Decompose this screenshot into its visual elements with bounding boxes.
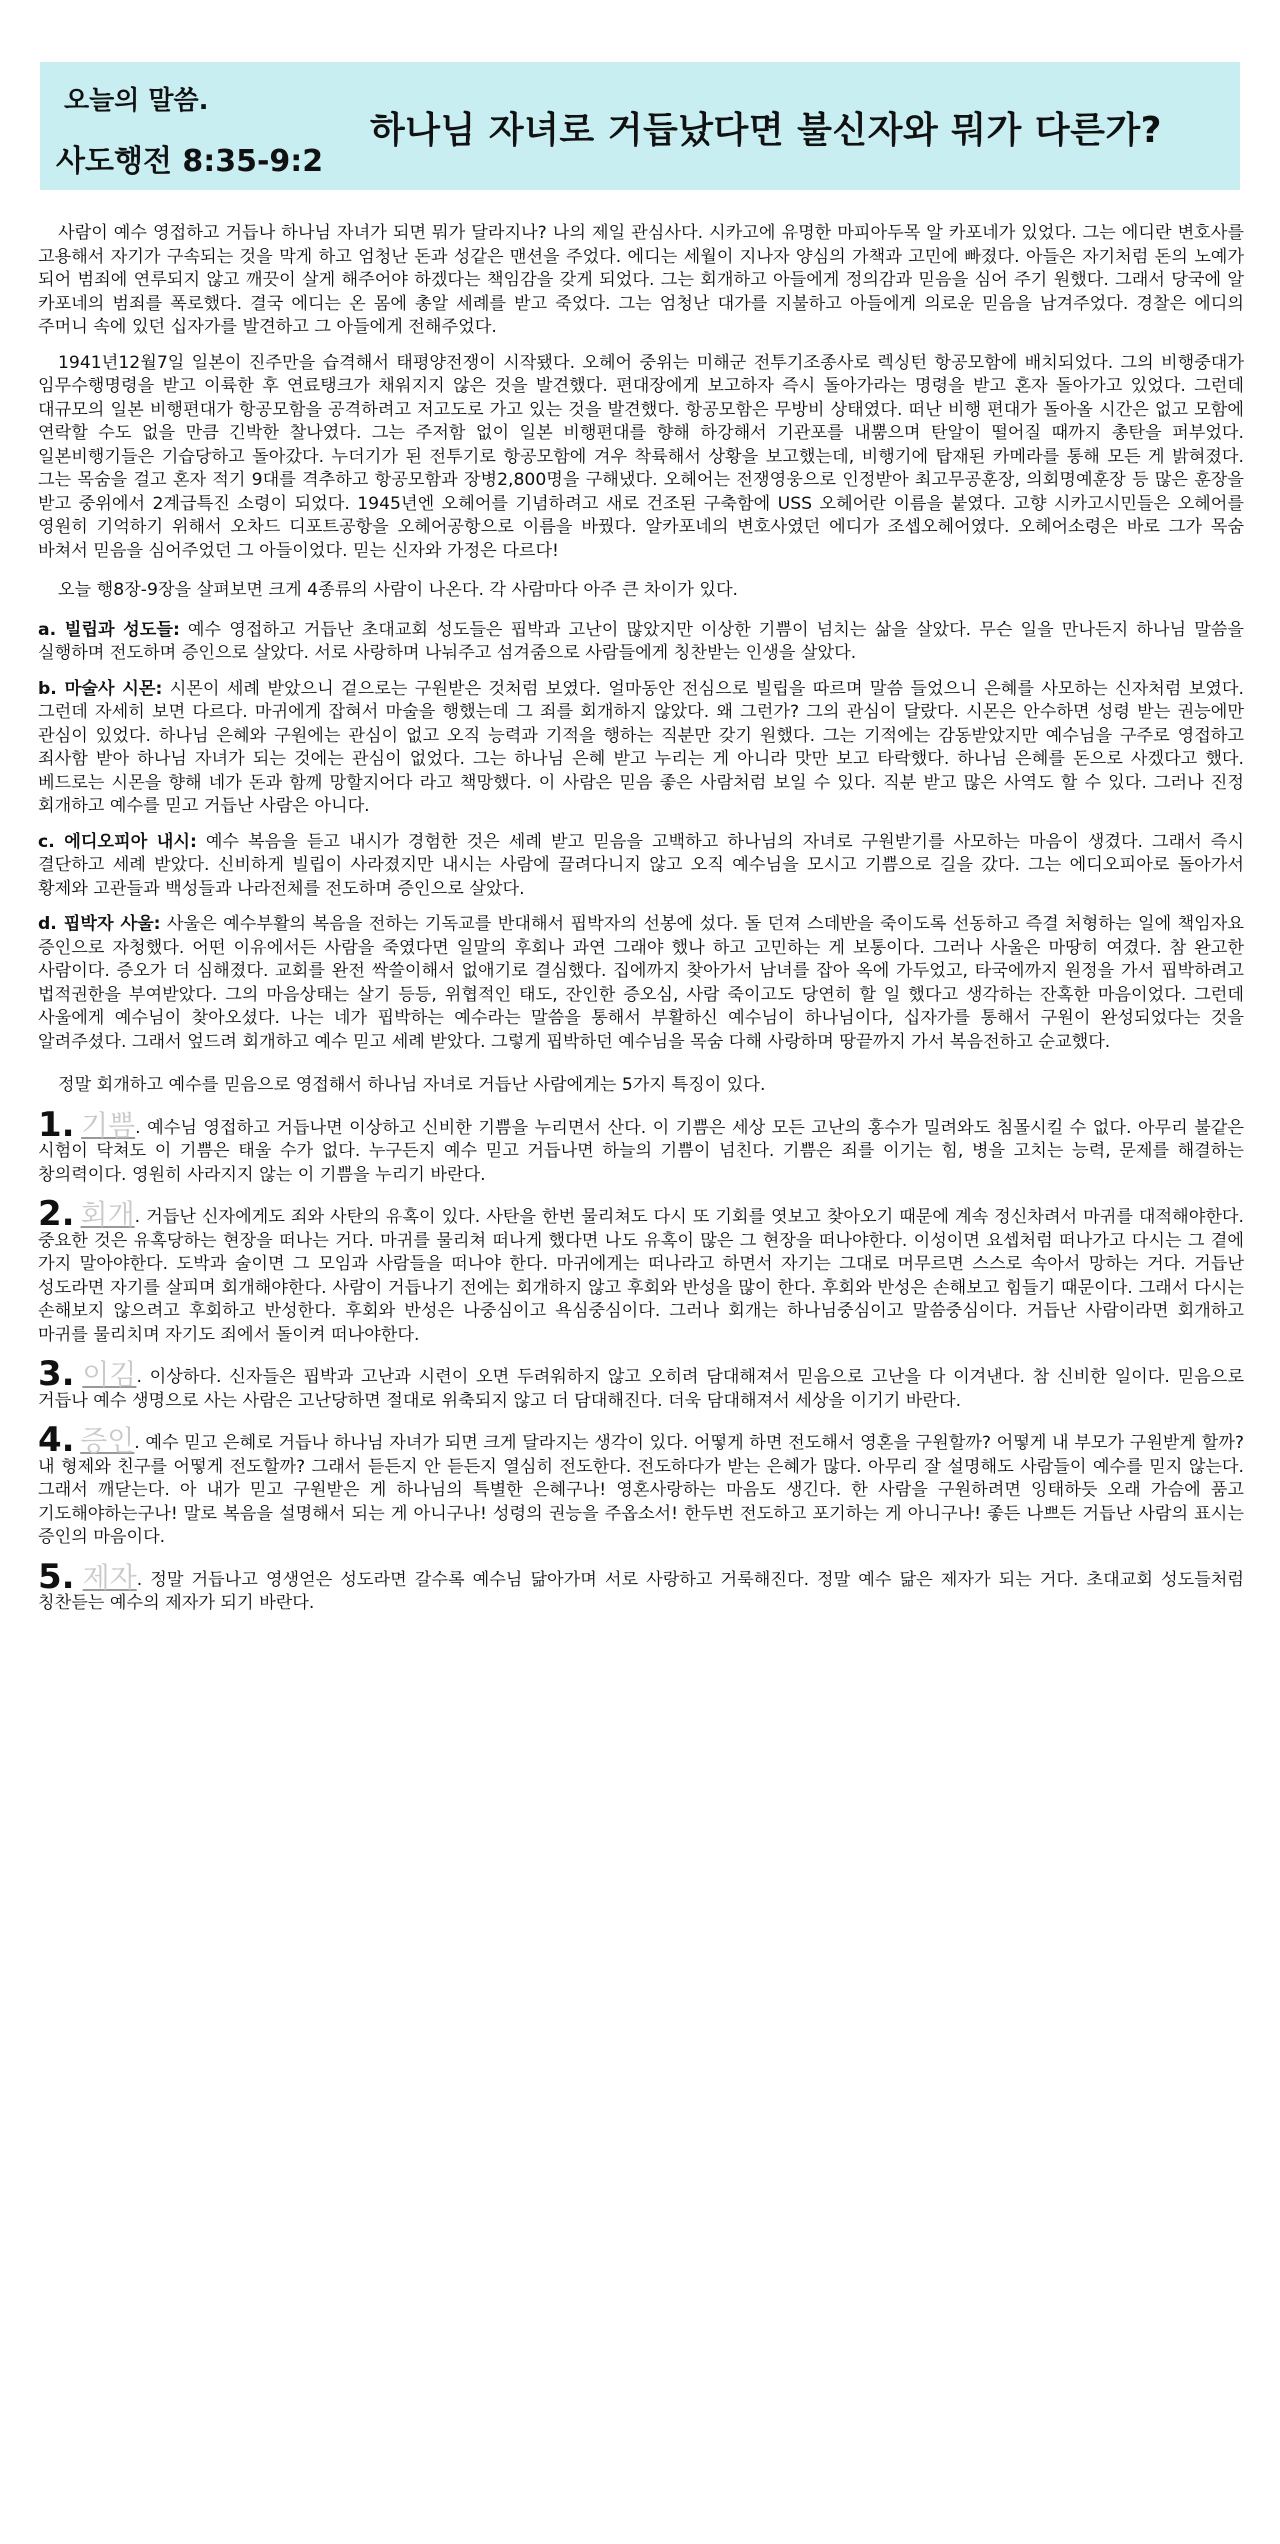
trait-text: . 거듭난 신자에게도 죄와 사탄의 유혹이 있다. 사탄을 한번 물리쳐도 다시 또 기회를 엿보고 찾아오기 때문에 계속 정신차려서 마귀를 대적해야한다. 중요한 것은 유혹당하는 현장을 떠나는 거다. 마귀를 물리쳐 떠나게 했다면 나도 유혹이 많은 그 현장을 떠나야한다. 이성이면 요셉처럼 떠나가고 다시는 그 곁에 가지 말아야한다. 도박과 술이면 그 모임과 사람들을 떠나야 한다. 마귀에게는 떠나라고 하면서 자기는 그대로 머무르면 스스로 속아서 망하는 거다. 거듭난 성도라면 자기를 살피며 회개해야한다. 사람이 거듭나기 전에는 회개하지 않고 후회와 반성을 많이 한다. 후회와 반성은 손해보고 힘들기 때문이다. 그래서 다시는 손해보지 않으려고 후회하고 반성한다. 후회와 반성은 나중심이고 욕심중심이다. 그러나 회개는 하나님중심이고 말씀중심이다. 거듭난 사람이라면 회개하고 마귀를 물리치며 자기도 죄에서 돌이켜 떠나야한다. <box>38 1207 1244 1345</box>
trait-3 <box>38 1354 1245 1413</box>
person-label: b. 마술사 시몬: <box>38 678 163 699</box>
trait-keyword: 이김 <box>82 1358 137 1391</box>
person-text: 예수 영접하고 거듭난 초대교회 성도들은 핍박과 고난이 많았지만 이상한 기쁨이 넘치는 삶을 살았다. 무슨 일을 만나든지 하나님 말씀을 실행하며 전도하며 증인으로 살았다. 서로 사랑하며 나눠주고 섬겨줌으로 사람들에게 칭찬받는 인생을 살았다. <box>38 619 1245 663</box>
trait-number: 3. <box>38 1354 75 1394</box>
trait-text: . 예수 믿고 은혜로 거듭나 하나님 자녀가 되면 크게 달라지는 생각이 있다. 어떻게 하면 전도해서 영혼을 구원할까? 어떻게 내 부모가 구원받게 할까? 내 형제와 친구를 어떻게 전도할까? 그래서 듣든지 안 듣든지 열심히 전도한다. 전도하다가 받는 은혜가 많다. 아무리 잘 설명해도 사람들이 예수를 믿지 않는다. 그래서 깨닫는다. 아 내가 믿고 구원받은 게 하나님의 특별한 은혜구나! 영혼사랑하는 마음도 생긴다. 한 사람을 구원하려면 잉태하듯 오래 가슴에 품고 기도해야하는구나! 말로 복음을 설명해서 되는 게 아니구나! 성령의 권능을 주옵소서! 한두번 전도하고 포기하는 게 아니구나! 좋든 나쁘든 거듭난 사람의 표시는 증인의 마음이다. <box>38 1433 1245 1547</box>
trait-keyword: 증인 <box>80 1424 135 1457</box>
person-text: 시몬이 세례 받았으니 겉으로는 구원받은 것처럼 보였다. 얼마동안 전심으로 빌립을 따르며 말씀 들었으니 은혜를 사모하는 신자처럼 보였다. 그런데 자세히 보면 다르다. 마귀에게 잡혀서 마술을 행했는데 그 죄를 회개하지 않았다. 왜 그런가? 그의 관심이 달랐다. 시몬은 안수하면 성령 받는 권능에만 관심이 있었다. 하나님 은혜와 구원에는 관심이 없고 오직 능력과 기적을 행하는 직분만 갖기 원했다. 그는 기적에는 감동받았지만 예수님을 구주로 영접하고 죄사함 받아 하나님 자녀가 되는 것에는 관심이 없었다. 그는 하나님 은혜 받고 누리는 게 아니라 맛만 보고 타락했다. 하나님 은혜를 돈으로 사겠다고 했다. 베드로는 시몬을 향해 네가 돈과 함께 망할지어다 라고 책망했다. 이 사람은 믿음 좋은 사람처럼 보일 수 있다. 직분 받고 많은 사역도 할 수 있다. 그러나 진정 회개하고 예수를 믿고 거듭난 사람은 아니다. <box>38 678 1244 816</box>
trait-1 <box>38 1104 1244 1188</box>
today-word-label: 오늘의 말씀. <box>64 86 209 116</box>
intro-paragraph-3: 오늘 행8장-9장을 살펴보면 크게 4종류의 사람이 나온다. 각 사람마다 아주 큰 차이가 있다. <box>58 580 739 600</box>
trait-keyword: 제자 <box>82 1560 137 1594</box>
trait-number: 4. <box>38 1420 75 1460</box>
trait-keyword: 기쁨 <box>81 1108 136 1142</box>
trait-number: 5. <box>38 1556 75 1597</box>
header-banner <box>40 62 1240 190</box>
person-label: a. 빌립과 성도들: <box>38 619 180 640</box>
person-label: d. 핍박자 사울: <box>38 914 161 934</box>
person-section-d <box>38 913 1244 1054</box>
person-text: 예수 복음을 듣고 내시가 경험한 것은 세례 받고 믿음을 고백하고 하나님의 자녀로 구원받기를 사모하는 마음이 생겼다. 그래서 즉시 결단하고 세례 받았다. 신비하게 빌립이 사라졌지만 내시는 사람에 끌려다니지 않고 오직 예수님을 모시고 기쁨으로 길을 갔다. 그는 에디오피아로 돌아가서 황제와 고관들과 백성들과 나라전체를 전도하며 증인으로 살았다. <box>38 831 1244 899</box>
sermon-body <box>38 222 1244 1616</box>
trait-4 <box>38 1420 1245 1550</box>
intro-paragraph-2: 1941년12월7일 일본이 진주만을 습격해서 태평양전쟁이 시작됐다. 오헤어 중위는 미해군 전투기조종사로 렉싱턴 항공모함에 배치되었다. 그의 비행중대가 임무수행명령을 받고 이륙한 후 연료탱크가 채워지지 않은 것을 발견했다. 편대장에게 보고하자 즉시 돌아가라는 명령을 받고 혼자 돌아가고 있었다. 그런데 대규모의 일본 비행편대가 항공모함을 공격하려고 저고도로 가고 있는 것을 발견했다. 항공모함은 무방비 상태였다. 떠난 비행 편대가 돌아올 시간은 없고 모함에 연락할 수도 없을 만큼 긴박한 찰나였다. 그는 주저함 없이 일본 비행편대를 향해 하강해서 기관포를 내뿜으며 탄알이 떨어질 때까지 총탄을 퍼부었다. 일본비행기들은 기습당하고 돌아갔다. 누더기가 된 전투기로 항공모함에 겨우 착륙해서 상황을 보고했는데, 비행기에 탑재된 카메라를 통해 모든 게 밝혀졌다. 그는 목숨을 걸고 혼자 적기 9대를 격추하고 항공모함과 장병2,800명을 구해냈다. 오헤어는 전쟁영웅으로 인정받아 최고무공훈장, 의회명예훈장 등 많은 훈장을 받고 중위에서 2계급특진 소령이 되었다. 1945년엔 오헤어를 기념하려고 새로 건조된 구축함에 USS 오헤어란 이름을 붙였다. 고향 시카고시민들은 오헤어를 영원히 기억하기 위해서 오차드 디포트공항을 오헤어공항으로 이름을 바꿨다. 알카포네의 변호사였던 에디가 조셉오헤어였다. 오헤어소령은 바로 그가 목숨 바쳐서 믿음을 심어주었던 그 아들이었다. 믿는 신자와 가정은 다르다! <box>38 352 1244 561</box>
trait-text: . 이상하다. 신자들은 핍박과 고난과 시련이 오면 두려워하지 않고 오히려 담대해져서 믿음으로 고난을 다 이겨낸다. 참 신비한 일이다. 믿음으로 거듭나 예수 생명으로 사는 사람은 고난당하면 절대로 위축되지 않고 더 담대해진다. 더욱 담대해져서 세상을 이기기 바란다. <box>38 1367 1245 1411</box>
scripture-reference: 사도행전 8:35-9:2 <box>56 144 324 179</box>
trait-number: 1. <box>38 1104 75 1145</box>
trait-2 <box>38 1194 1244 1347</box>
intro-paragraph-1: 사람이 예수 영접하고 거듭나 하나님 자녀가 되면 뭐가 달라지나? 나의 제일 관심사다. 시카고에 유명한 마피아두목 알 카포네가 있었다. 그는 에디란 변호사를 고용해서 자기가 구속되는 것을 막게 하고 엄청난 돈과 성같은 맨션을 주었다. 에디는 세월이 지나자 양심의 가책과 고민에 빠졌다. 아들은 자기처럼 돈의 노예가 되어 범죄에 연루되지 않고 깨끗이 살게 해주어야 하겠다는 책임감을 갖게 되었다. 그는 회개하고 아들에게 정의감과 믿음을 심어 주기 원했다. 그래서 당국에 알 카포네의 범죄를 폭로했다. 결국 에디는 온 몸에 총알 세례를 받고 죽었다. 그는 엄청난 대가를 지불하고 아들에게 의로운 믿음을 남겨주었다. 경찰은 에디의 주머니 속에 있던 십자가를 발견하고 그 아들에게 전해주었다. <box>38 223 1244 337</box>
person-section-a <box>38 619 1244 666</box>
trait-keyword: 회개 <box>80 1198 135 1231</box>
trait-text: . 정말 거듭나고 영생얻은 성도라면 갈수록 예수님 닮아가며 서로 사랑하고 거룩해진다. 정말 예수 닮은 제자가 되는 거다. 초대교회 성도들처럼 칭찬듣는 예수의 제자가 되기 바란다. <box>38 1569 1244 1613</box>
person-text: 사울은 예수부활의 복음을 전하는 기독교를 반대해서 핍박자의 선봉에 섰다. 돌 던져 스데반을 죽이도록 선동하고 즉결 처형하는 일에 책임자요 증인으로 자청했다. 어떤 이유에서든 사람을 죽였다면 일말의 후회나 과연 그래야 했나 하고 고민하는 게 보통이다. 그러나 사울은 마땅히 여겼다. 참 완고한 사람이다. 증오가 더 심해졌다. 교회를 완전 싹쓸이해서 없애기로 결심했다. 집에까지 찾아가서 남녀를 잡아 옥에 가두었고, 타국에까지 원정을 가서 핍박하려고 법적권한을 부여받았다. 그의 마음상태는 살기 등등, 위협적인 태도, 잔인한 증오심, 사람 죽이고도 당연히 할 일 했다고 생각하는 잔혹한 마음이었다. 그런데 사울에게 예수님이 찾아오셨다. 나는 네가 핍박하는 예수라는 말씀을 통해서 부활하신 예수님이 하나님이다, 십자가를 통해서 구원이 완성되었다는 것을 알려주셨다. 그래서 엎드려 회개하고 예수 믿고 세례 받았다. 그렇게 핍박하던 예수님을 목숨 다해 사랑하며 땅끝까지 가서 복음전하고 순교했다. <box>38 914 1244 1052</box>
sermon-title: 하나님 자녀로 거듭났다면 불신자와 뭐가 다른가? <box>370 110 1163 151</box>
trait-5 <box>38 1556 1244 1616</box>
person-label: c. 에디오피아 내시: <box>38 831 197 852</box>
trait-text: . 예수님 영접하고 거듭나면 이상하고 신비한 기쁨을 누리면서 산다. 이 기쁨은 세상 모든 고난의 홍수가 밀려와도 침몰시킬 수 없다. 아무리 불같은 시험이 닥쳐도 이 기쁨은 태울 수가 없다. 누구든지 예수 믿고 거듭나면 하늘의 기쁨이 넘친다. 기쁨은 죄를 이기는 힘, 병을 고치는 능력, 문제를 해결하는 창의력이다. 영원히 사라지지 않는 이 기쁨을 누리기 바란다. <box>38 1117 1244 1185</box>
person-section-c <box>38 831 1244 902</box>
person-section-b <box>38 678 1244 819</box>
traits-intro: 정말 회개하고 예수를 믿음으로 영접해서 하나님 자녀로 거듭난 사람에게는 5가지 특징이 있다. <box>58 1075 766 1095</box>
trait-number: 2. <box>38 1194 75 1234</box>
